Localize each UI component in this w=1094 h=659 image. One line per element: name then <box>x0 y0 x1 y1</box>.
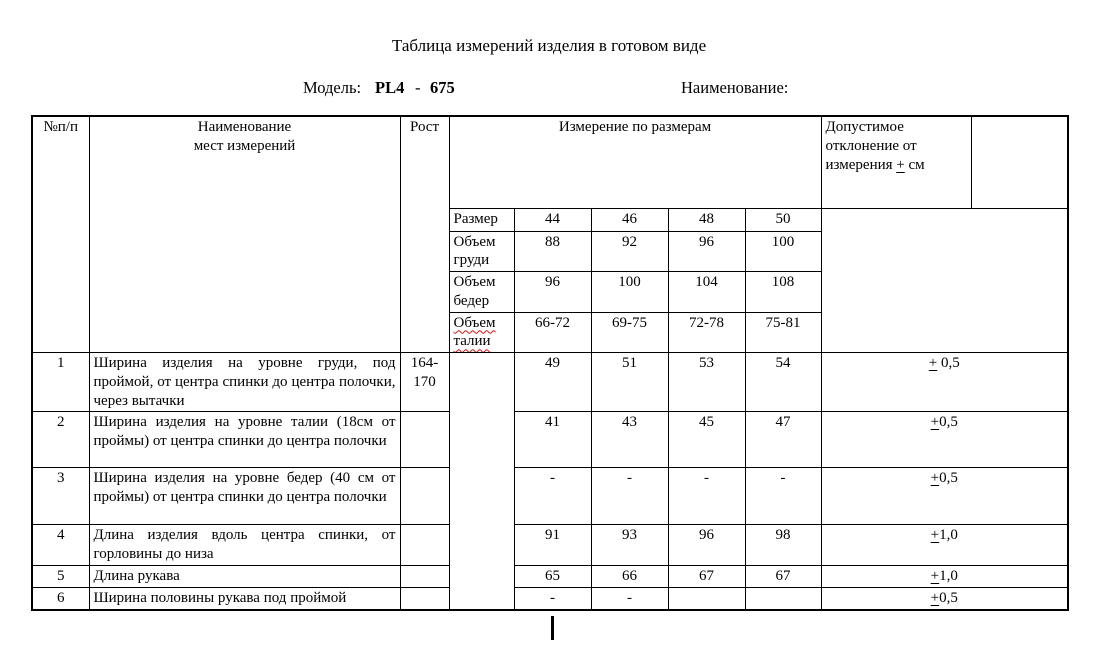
value-cell: 51 <box>591 353 668 412</box>
col-header-name-line1: Наименование <box>197 119 292 135</box>
size-cell: 75-81 <box>745 312 821 353</box>
size-info-spacer-cell <box>821 208 1068 353</box>
size-row-label: Объем бедер <box>449 272 514 313</box>
value-cell: 43 <box>591 412 668 468</box>
size-cell: 108 <box>745 272 821 313</box>
measurement-row <box>32 525 1068 566</box>
height-cell <box>400 468 449 525</box>
model-label: Модель: <box>303 78 362 97</box>
measurement-name: Длина изделия вдоль центра спинки, от горловины до низа <box>89 525 400 566</box>
plus-minus-sign: + <box>930 589 940 606</box>
measurement-name: Длина рукава <box>89 565 400 587</box>
size-cell: 69-75 <box>591 312 668 353</box>
table-header-row <box>32 116 1068 208</box>
size-cell: 72-78 <box>668 312 745 353</box>
size-cell: 88 <box>514 231 591 272</box>
size-cell: 100 <box>745 231 821 272</box>
tolerance-header-text: Допустимое отклонение от измерения <box>825 119 917 173</box>
value-cell: 45 <box>668 412 745 468</box>
height-cell <box>400 565 449 587</box>
size-cell: 96 <box>514 272 591 313</box>
col-header-name <box>89 116 400 353</box>
tolerance-cell <box>821 412 1068 468</box>
size-row-label: Размер <box>449 208 514 231</box>
plus-minus-sign: + <box>928 355 938 371</box>
measurement-name: Ширина половины рукава под проймой <box>89 587 400 610</box>
value-cell <box>745 587 821 610</box>
row-number: 3 <box>32 468 89 525</box>
model-separator: - <box>415 78 421 97</box>
value-cell: 47 <box>745 412 821 468</box>
page-title: Таблица измерений изделия в готовом виде <box>391 36 707 55</box>
col-header-sizes: Измерение по размерам <box>449 116 821 208</box>
measurement-row <box>32 565 1068 587</box>
size-row-label: Объем груди <box>449 231 514 272</box>
value-cell: 65 <box>514 565 591 587</box>
col-header-name-line2: мест измерений <box>193 137 296 154</box>
col-header-num: №п/п <box>32 116 89 353</box>
value-cell: - <box>514 468 591 525</box>
height-cell <box>400 525 449 566</box>
plus-minus-sign: + <box>930 470 940 487</box>
size-cell: 66-72 <box>514 312 591 353</box>
value-cell <box>668 587 745 610</box>
model-number: 675 <box>430 78 455 97</box>
value-cell: 98 <box>745 525 821 566</box>
row-number: 6 <box>32 587 89 610</box>
measurement-row <box>32 587 1068 610</box>
value-cell: - <box>745 468 821 525</box>
text-cursor <box>551 616 554 640</box>
value-cell: 93 <box>591 525 668 566</box>
col-header-tolerance <box>821 116 971 208</box>
value-cell: 67 <box>745 565 821 587</box>
value-cell: 91 <box>514 525 591 566</box>
size-cell: 44 <box>514 208 591 231</box>
size-cell: 50 <box>745 208 821 231</box>
tolerance-cell <box>821 587 1068 610</box>
value-cell: - <box>668 468 745 525</box>
value-cell: 54 <box>745 353 821 412</box>
plus-minus-sign: + <box>930 414 940 431</box>
measurement-row <box>32 412 1068 468</box>
height-cell <box>400 412 449 468</box>
plus-minus-sign: + <box>930 527 940 544</box>
tolerance-value: 0,5 <box>939 470 958 487</box>
model-code: PL4 <box>375 78 405 97</box>
size-cell: 46 <box>591 208 668 231</box>
measurement-row <box>32 468 1068 525</box>
height-cell <box>400 587 449 610</box>
value-cell: 53 <box>668 353 745 412</box>
size-cell: 104 <box>668 272 745 313</box>
tolerance-value: 0,5 <box>939 589 958 606</box>
tolerance-cell <box>821 565 1068 587</box>
size-cell: 96 <box>668 231 745 272</box>
tolerance-cell <box>821 525 1068 566</box>
plus-minus-sign: + <box>930 567 940 584</box>
measurement-row <box>32 353 1068 412</box>
value-cell: 41 <box>514 412 591 468</box>
measurement-name: Ширина изделия на уровне талии (18см от проймы) от центра спинки до центра полочки <box>89 412 400 468</box>
row-number: 5 <box>32 565 89 587</box>
row-number: 2 <box>32 412 89 468</box>
value-cell: - <box>591 468 668 525</box>
value-cell: 66 <box>591 565 668 587</box>
col-header-height: Рост <box>400 116 449 353</box>
plus-minus-sign: + <box>896 156 905 173</box>
size-cell: 92 <box>591 231 668 272</box>
size-cell: 48 <box>668 208 745 231</box>
misspelled-text: Объем талии <box>453 314 496 350</box>
value-cell: - <box>591 587 668 610</box>
size-row-label <box>449 312 514 353</box>
value-cell: 96 <box>668 525 745 566</box>
tolerance-value: 1,0 <box>939 567 958 584</box>
value-cell: 67 <box>668 565 745 587</box>
row-number: 4 <box>32 525 89 566</box>
row-number: 1 <box>32 353 89 412</box>
measurements-table <box>31 115 1069 611</box>
tolerance-value: 1,0 <box>939 527 958 544</box>
height-cell: 164-170 <box>400 353 449 412</box>
measurement-name: Ширина изделия на уровне груди, под проймой, от центра спинки до центра полочки, через вытачки <box>89 353 400 412</box>
label-spacer-cell <box>449 353 514 611</box>
tolerance-header-unit: см <box>904 156 925 173</box>
size-cell: 100 <box>591 272 668 313</box>
tolerance-value: 0,5 <box>937 355 960 371</box>
value-cell: 49 <box>514 353 591 412</box>
tolerance-cell <box>821 468 1068 525</box>
measurement-name: Ширина изделия на уровне бедер (40 см от проймы) от центра спинки до центра полочки <box>89 468 400 525</box>
tolerance-value: 0,5 <box>939 414 958 431</box>
value-cell: - <box>514 587 591 610</box>
name-label: Наименование: <box>681 78 789 97</box>
tolerance-cell <box>821 353 1068 412</box>
